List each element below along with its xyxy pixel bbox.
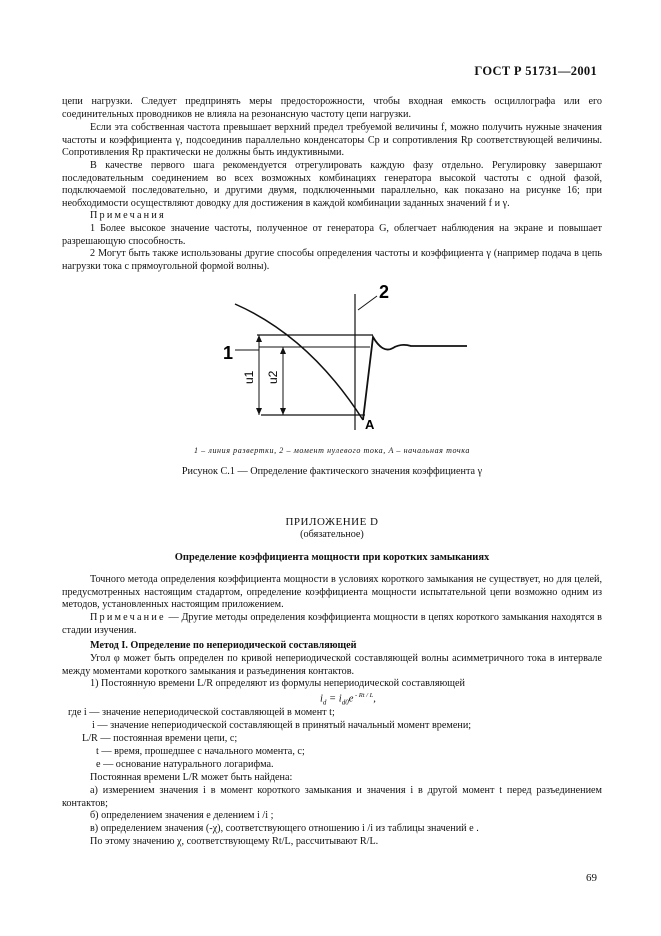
u1-label: u1 — [242, 370, 256, 384]
document-header: ГОСТ Р 51731—2001 — [474, 64, 597, 78]
notes-title: Примечания — [90, 210, 166, 221]
figure-label-a: A — [365, 417, 375, 432]
note-1: 1 Более высокое значение частоты, полученное от генератора G, облегчает наблюдения на экране и повышает разрешающую способность. — [62, 223, 602, 247]
item-a: а) измерением значения i в момент короткого замыкания и значения i в другой момент t перед разъединением контактов; — [62, 785, 602, 809]
method-title: Метод I. Определение по непериодической составляющей — [90, 640, 357, 651]
figure-label-1: 1 — [223, 343, 234, 363]
note-2: 2 Могут быть также использованы другие способы определения частоты и коэффициента γ (например подача в цепь нагрузки тока с прямоугольной формой волны). — [62, 248, 602, 272]
aperiodic-formula — [320, 692, 376, 707]
u2-arrow-bottom — [280, 408, 286, 415]
method-paragraph-1: Угол φ может быть определен по кривой непериодической составляющей волны асимметричного тока в интервале между моментами короткого замыкания и разъединения контактов. — [62, 653, 602, 677]
formula-rhs: i — [338, 693, 342, 705]
u1-arrow-bottom — [256, 408, 262, 415]
figure-legend: 1 – линия развертки, 2 – момент нулевого тока, A – начальная точка — [193, 446, 471, 455]
formula-lhs: i — [320, 693, 323, 705]
formula-end: , — [373, 693, 376, 705]
u2-arrow-top — [280, 347, 286, 354]
where-4: t — время, прошедшее с начального момента, с; — [96, 746, 305, 757]
const-line: Постоянная времени L/R может быть найдена: — [90, 772, 293, 783]
u2-label: u2 — [266, 370, 280, 384]
item-b: б) определением значения e делением i /i ; — [90, 810, 274, 821]
where-1: где i — значение непериодической составляющей в момент t; — [68, 707, 335, 718]
where-3: L/R — постоянная времени цепи, с; — [82, 733, 238, 744]
label-2-leader — [358, 296, 377, 310]
formula-exponent: - Rt / L — [353, 692, 374, 699]
final-line: По этому значению χ, соответствующему Rt/L, рассчитывают R/L. — [90, 836, 379, 847]
where-5: e — основание натурального логарифма. — [96, 759, 274, 770]
paragraph-frequency: Если эта собственная частота превышает верхний предел требуемой величины f, можно получить нужные значения частоты и коэффициента γ, подсоединив параллельно конденсаторы Cp и сопротивления Rp соответствующей величины. Сопротивления Rp практически не должны быть индуктивными. — [62, 122, 602, 159]
method-paragraph-2: 1) Постоянную времени L/R определяют из формулы непериодической составляющей — [90, 678, 465, 689]
appendix-title: ПРИЛОЖЕНИЕ D — [285, 516, 379, 528]
formula-e: e — [348, 693, 354, 705]
oscillation-trace — [363, 337, 467, 420]
discharge-curve — [235, 304, 363, 420]
appendix-intro: Точного метода определения коэффициента мощности в условиях короткого замыкания не существует, но для целей, предусмотренных настоящим стадартом, определение коэффициента мощности испытательной цепи возможно одним из методов, установленных настоящим приложением. — [62, 574, 602, 611]
formula-rhs-sub: d0 — [341, 698, 349, 707]
formula-lhs-sub: d — [322, 698, 327, 707]
appendix-note-label: Примечание — [90, 612, 166, 623]
appendix-status: (обязательное) — [300, 529, 364, 540]
appendix-heading: Определение коэффициента мощности при коротких замыканиях — [174, 552, 490, 563]
formula-eq: = — [326, 693, 339, 705]
oscillogram-figure — [215, 282, 475, 437]
appendix-note — [62, 612, 602, 637]
paragraph-continued: цепи нагрузки. Следует предпринять меры предосторожности, чтобы входная емкость осциллографа или его соединительных проводников не влияла на резонансную частоту цепи нагрузки. — [62, 96, 602, 120]
paragraph-adjustment: В качестве первого шага рекомендуется отрегулировать каждую фазу отдельно. Регулировку завершают последовательным соединением во всех возможных комбинациях генератора высокой частоты с одной фазой, подключаемой последовательно, и другими двумя, подключенными параллельно, как показано на рисунке 16; при необходимости осуществляют доводку для достижения в каждой комбинации заданных значений f и γ. — [62, 160, 602, 209]
figure-label-2: 2 — [379, 282, 390, 302]
figure-caption: Рисунок С.1 — Определение фактического значения коэффициента γ — [181, 466, 483, 477]
u1-arrow-top — [256, 335, 262, 342]
appendix-note-text: — Другие методы определения коэффициента мощности в цепях короткого замыкания находятся в стадии изучения. — [62, 612, 602, 636]
where-2: i — значение непериодической составляющей в принятый начальный момент времени; — [92, 720, 472, 731]
page-number: 69 — [586, 872, 597, 884]
item-v: в) определением значения (-χ), соответствующего отношению i /i из таблицы значений e . — [90, 823, 479, 834]
